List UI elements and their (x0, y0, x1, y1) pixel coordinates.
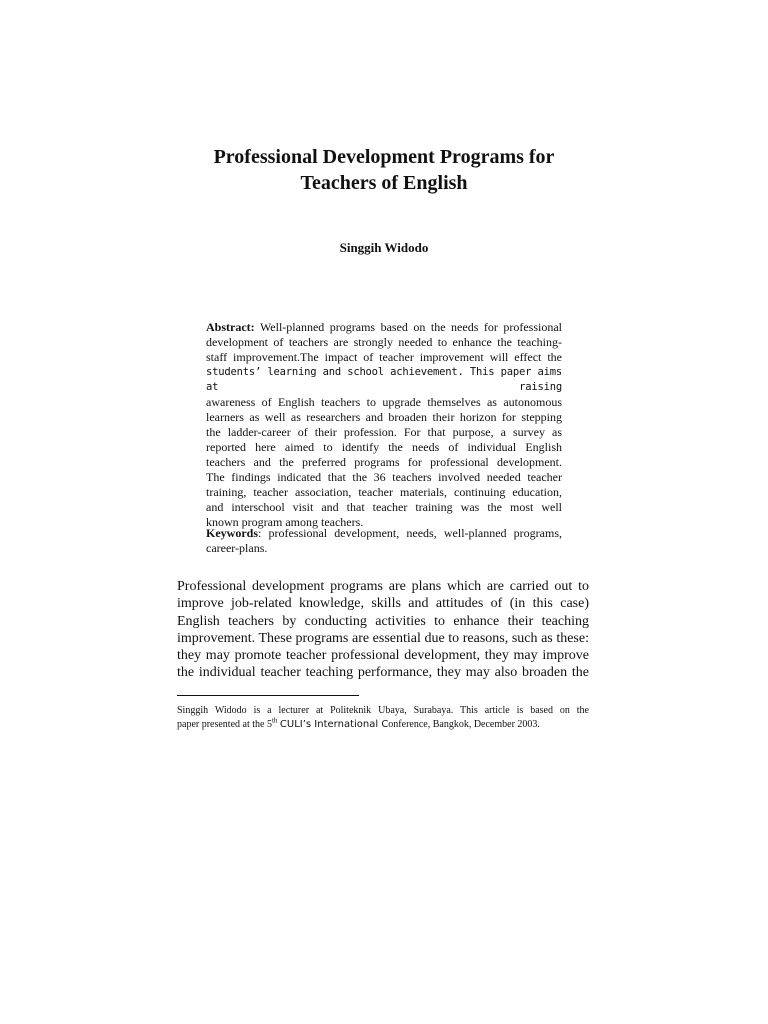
keywords-label: Keywords (206, 526, 258, 540)
abstract-line: Abstract: Well-planned programs based on the needs for professional (206, 320, 562, 334)
paper-title (120, 144, 648, 196)
body-paragraph (177, 578, 589, 682)
footnote (177, 704, 589, 732)
abstract-block (206, 320, 562, 530)
abstract-line: The findings indicated that the 36 teachers involved needed teacher (206, 470, 562, 484)
body-line: improve job-related knowledge, skills and attitudes of (in this case) (177, 596, 589, 612)
keywords-block (206, 526, 562, 556)
footnote-line-2: paper presented at the 5th CULI’s International Conference, Bangkok, December 2003. (177, 716, 540, 730)
abstract-line: the ladder-career of their profession. For that purpose, a survey as (206, 425, 562, 439)
body-line: English teachers by conducting activities to enhance their teaching (177, 613, 589, 629)
keywords-text: : professional development, needs, well-planned programs, (258, 526, 562, 540)
abstract-line: students’ learning and school achievement. This paper aims at raising (206, 366, 562, 393)
abstract-label: Abstract: (206, 320, 255, 334)
body-line: Professional development programs are plans which are carried out to (177, 579, 589, 594)
footnote-line-1: Singgih Widodo is a lecturer at Politeknik Ubaya, Surabaya. This article is based on the (177, 705, 589, 716)
abstract-line: development of teachers are strongly needed to enhance the teaching- (206, 335, 562, 349)
keywords-text-2: career-plans. (206, 541, 268, 555)
title-line-2: Teachers of English (300, 172, 468, 194)
title-line-1: Professional Development Programs for (213, 146, 555, 168)
body-line: the individual teacher teaching performance, they may also broaden the (177, 665, 589, 681)
abstract-line: teachers and the preferred programs for professional development. (206, 455, 562, 469)
abstract-line: learners as well as researchers and broaden their horizon for stepping (206, 410, 562, 424)
abstract-line: awareness of English teachers to upgrade themselves as autonomous (206, 395, 562, 409)
abstract-line: training, teacher association, teacher materials, continuing education, (206, 485, 562, 499)
author-name: Singgih Widodo (339, 240, 429, 255)
footnote-divider (177, 695, 359, 696)
abstract-line: staff improvement.The impact of teacher improvement will effect the (206, 350, 562, 364)
abstract-line: and interschool visit and that teacher training was the most well (206, 500, 562, 514)
abstract-line: known program among teachers. (206, 515, 364, 529)
body-line: they may promote teacher professional development, they may improve (177, 648, 589, 664)
abstract-line: reported here aimed to identify the needs of individual English (206, 440, 562, 454)
body-line: improvement. These programs are essential due to reasons, such as these: (177, 630, 589, 646)
